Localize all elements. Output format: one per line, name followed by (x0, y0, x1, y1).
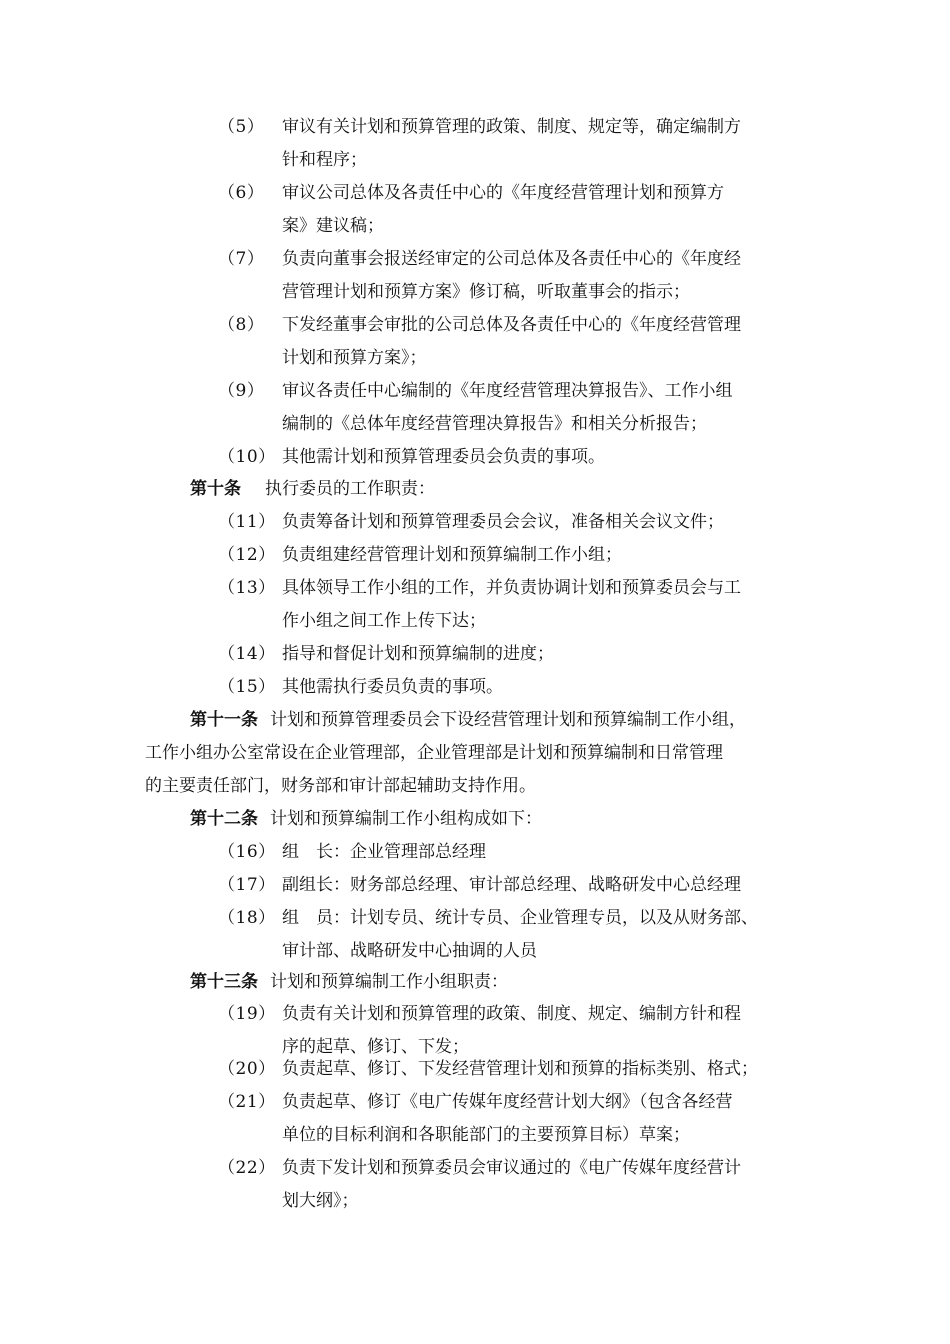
article-label: 第十一条 (190, 710, 258, 730)
list-item (218, 869, 818, 902)
list-item (218, 375, 818, 441)
list-item (218, 441, 818, 474)
item-text: 组 长：企业管理部总经理 (282, 842, 486, 862)
item-text: 具体领导工作小组的工作，并负责协调计划和预算委员会与工 作小组之间工作上传下达； (282, 578, 741, 631)
item-number: （18） (218, 908, 276, 928)
item-text: 审议有关计划和预算管理的政策、制度、规定等，确定编制方 针和程序； (282, 117, 741, 170)
item-number: （10） (218, 447, 276, 467)
list-item (218, 638, 818, 671)
list-item (218, 572, 818, 638)
article-12 (145, 803, 835, 836)
article-11 (145, 704, 835, 803)
item-number: （14） (218, 644, 276, 664)
article-13 (145, 966, 835, 999)
item-text: 负责筹备计划和预算管理委员会会议，准备相关会议文件； (282, 512, 724, 532)
item-number: （11） (218, 512, 276, 532)
list-item (218, 309, 818, 375)
article-text: 执行委员的工作职责： (265, 479, 435, 499)
item-text: 负责有关计划和预算管理的政策、制度、规定、编制方针和程 序的起草、修订、下发； (282, 1004, 741, 1057)
item-number: （17） (218, 875, 276, 895)
item-number: （21） (218, 1092, 276, 1112)
item-text: 其他需执行委员负责的事项。 (282, 677, 503, 697)
article-label: 第十二条 (190, 809, 258, 829)
item-number: （5） (218, 117, 265, 137)
list-item (218, 177, 818, 243)
item-number: （19） (218, 1004, 276, 1024)
article-label: 第十三条 (190, 972, 258, 992)
list-item (218, 111, 818, 177)
item-text: 负责起草、修订《电广传媒年度经营计划大纲》（包含各经营 单位的目标利润和各职能部门的主要预算目标）草案； (282, 1092, 733, 1145)
item-text: 其他需计划和预算管理委员会负责的事项。 (282, 447, 605, 467)
article-10 (145, 473, 835, 506)
list-item (218, 506, 818, 539)
article-label: 第十条 (190, 479, 241, 499)
list-item (218, 671, 818, 704)
item-number: （12） (218, 545, 276, 565)
item-text: 副组长：财务部总经理、审计部总经理、战略研发中心总经理 (282, 875, 741, 895)
list-item (218, 1053, 818, 1086)
article-text: 计划和预算编制工作小组职责： (270, 972, 508, 992)
item-text: 下发经董事会审批的公司总体及各责任中心的《年度经营管理 计划和预算方案》； (282, 315, 741, 368)
list-item (218, 1152, 818, 1218)
article-text: 计划和预算管理委员会下设经营管理计划和预算编制工作小组， (270, 710, 746, 730)
item-number: （8） (218, 315, 265, 335)
list-item (218, 539, 818, 572)
item-number: （20） (218, 1059, 276, 1079)
item-number: （13） (218, 578, 276, 598)
item-number: （9） (218, 381, 265, 401)
list-item (218, 243, 818, 309)
item-text: 负责向董事会报送经审定的公司总体及各责任中心的《年度经 营管理计划和预算方案》修订稿，听取董事会的指示； (282, 249, 741, 302)
list-item (218, 1086, 818, 1152)
item-text: 负责起草、修订、下发经营管理计划和预算的指标类别、格式； (282, 1059, 758, 1079)
article-text: 计划和预算编制工作小组构成如下： (270, 809, 542, 829)
item-text: 审议公司总体及各责任中心的《年度经营管理计划和预算方 案》建议稿； (282, 183, 724, 236)
list-item (218, 836, 818, 869)
item-number: （7） (218, 249, 265, 269)
item-text: 指导和督促计划和预算编制的进度； (282, 644, 554, 664)
item-number: （6） (218, 183, 265, 203)
list-item (218, 902, 818, 968)
item-text: 组 员：计划专员、统计专员、企业管理专员，以及从财务部、 审计部、战略研发中心抽调的人员 (282, 908, 758, 961)
item-number: （16） (218, 842, 276, 862)
article-continuation: 工作小组办公室常设在企业管理部，企业管理部是计划和预算编制和日常管理 的主要责任部门，财务部和审计部起辅助支持作用。 (145, 743, 723, 796)
item-text: 审议各责任中心编制的《年度经营管理决算报告》、工作小组 编制的《总体年度经营管理决算报告》和相关分析报告； (282, 381, 733, 434)
item-number: （15） (218, 677, 276, 697)
item-text: 负责组建经营管理计划和预算编制工作小组； (282, 545, 622, 565)
item-text: 负责下发计划和预算委员会审议通过的《电广传媒年度经营计 划大纲》； (282, 1158, 741, 1211)
item-number: （22） (218, 1158, 276, 1178)
